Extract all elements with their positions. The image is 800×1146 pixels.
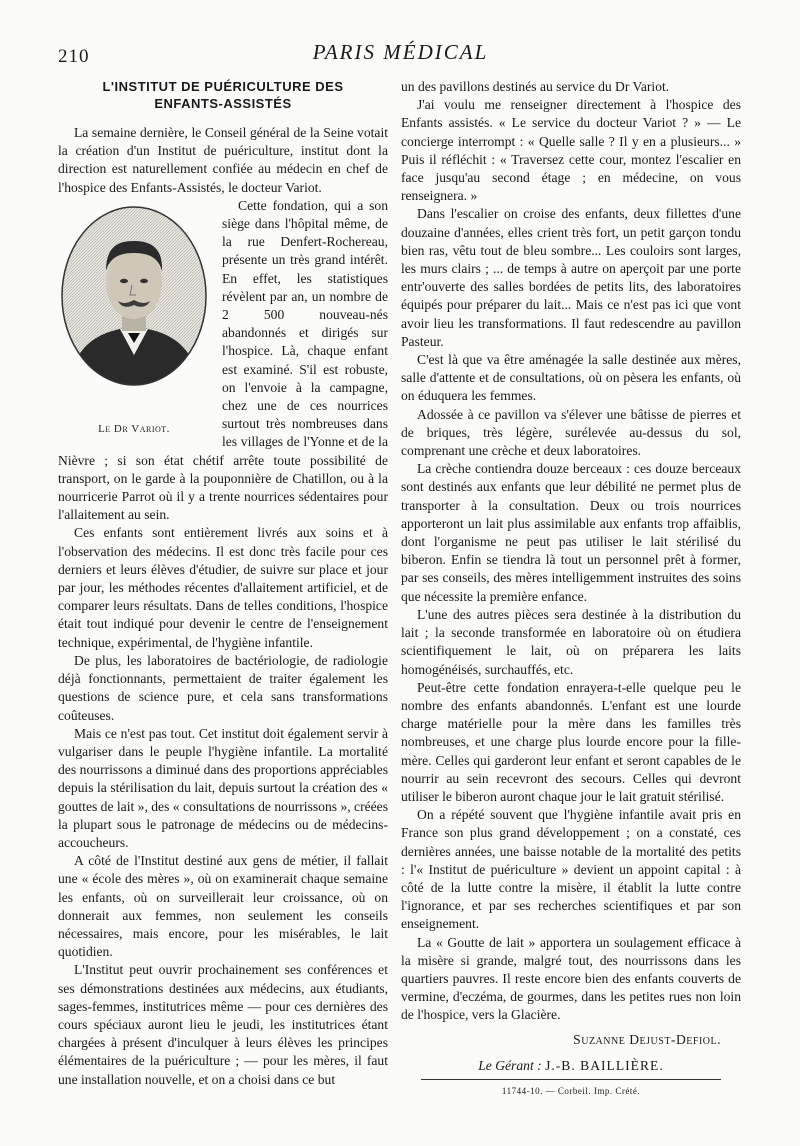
paragraph: La crèche contiendra douze berceaux : ces douze berceaux sont destinés aux enfants que leur débilité ne permet plus de transporter à la consultation. Deux ou trois nourrices apporteront un lait plus assimilable aux enfants trop affaiblis, dont l'organisme ne peut pas utiliser le lait stérilisé du biberon. Enfin se tiendra là tout un personnel prêt à former, par ses conseils, des mères intelligemment instruites des soins que nécessite la première enfance.	[401, 461, 741, 604]
paragraph: L'une des autres pièces sera destinée à la distribution du lait ; la seconde transformée en laboratoire où on étudiera scientifiquement le lait, où on préparera les laits homogénéisés, surchauffés, etc.	[401, 606, 741, 677]
article-title	[58, 78, 388, 112]
paragraph: Dans l'escalier on croise des enfants, deux fillettes d'une douzaine d'années, elles crient très fort, un petit garçon tondu bien ras, vêtu tout de bleu sombre... Les couloirs sont larges, les murs clairs ; ... de temps à autre on aperçoit par une porte entr'ouverte des salles bordées de petits lits, des laboratoires équipés pour préparer du lait... Mais ce n'est pas ici que vont avoir lieu les transformations. Il faut redescendre au pavillon Pasteur.	[401, 206, 741, 349]
paragraph: Cette fondation, qui a son siège dans l'hôpital même, de la rue Denfert-Rochereau, présente un très grand intérêt. En effet, les statistiques révèlent par an, un nombre de 2 500 nouveau-nés abandonnés et dirigés sur l'hospice. Là, chaque enfant est examiné. S'il est robuste, on l'envoie à la campagne, chez une de ces nourrices surtout très nombreuses dans les villages de l'Yonne et de la Nièvre ; si son état chétif arrête toute possibilité de transport, on le garde à la pouponnière de Chatillon, ou à la nourricerie Parrot où il y a trente nourrices sédentaires pour l'allaitement au sein.	[58, 197, 388, 523]
article-columns	[58, 78, 743, 1128]
paragraph: un des pavillons destinés au service du Dr Variot.	[401, 79, 670, 94]
printer-imprint: 11744-10. — Corbeil. Imp. Crété.	[501, 1085, 641, 1096]
page-number: 210	[58, 46, 90, 67]
paragraph: J'ai voulu me renseigner directement à l'hospice des Enfants assistés. « Le service du docteur Variot ? » — Le concierge interrompt : « Quelle salle ? Il y en a plusieurs... » Puis il réfléchit : « Traversez cette cour, montez l'escalier en face jusqu'au second étage ; en médecine, on vous renseignera. »	[401, 97, 741, 204]
article-title-line1: L'INSTITUT DE PUÉRICULTURE DES	[102, 79, 344, 94]
left-column	[58, 78, 388, 1089]
paragraph: De plus, les laboratoires de bactériologie, de radiologie déjà fonctionnants, permettaient de traiter également les questions de science pure, et cela sans transformations coûteuses.	[58, 652, 388, 723]
paragraph: Peut-être cette fondation enrayera-t-elle quelque peu le nombre des enfants abandonnés. L'enfant est une lourde charge matérielle pour la mère dans les familles très nombreuses, et une charge plus lourde encore pour la fille-mère. Celles qui garderont leur enfant et seront capables de le nourrir au sein recevront des secours. Celles qui devront utiliser le biberon auront chaque jour le lait gratuit stérilisé.	[401, 679, 741, 804]
paragraph: A côté de l'Institut destiné aux gens de métier, il fallait une « école des mères », où on examinerait chaque semaine les enfants, où on surveillerait leur croissance, où on donnerait aux femmes, non seulement les conseils nécessaires, mais encore, pour les misérables, le lait quotidien.	[58, 853, 388, 960]
paragraph: La « Goutte de lait » apportera un soulagement efficace à la misère si grande, malgré tout, des nourrissons dans les quartiers pauvres. Il reste encore bien des enfants couverts de vermine, d'eczéma, de gourmes, dans les petites rues non loin de l'hospice, vers la Glacière.	[401, 934, 741, 1023]
portrait-engraving-image	[60, 205, 208, 387]
paragraph: Ces enfants sont entièrement livrés aux soins et à l'observation des médecins. Il est donc très facile pour ces derniers et leurs élèves d'étudier, de suivre sur place et jour par jour, les méthodes récentes d'allaitement artificiel, et de comparer leurs résultats. Dans de telles conditions, l'hospice était tout indiqué pour devenir le centre de l'enseignement technique, expérimental, de l'hygiène infantile.	[58, 525, 388, 650]
page-header	[58, 38, 743, 72]
journal-page	[58, 38, 743, 1138]
paragraph: On a répété souvent que l'hygiène infantile avait pris en France son plus grand développement ; on a constaté, ces dernières années, une baisse notable de la mortalité des petits : l'« Institut de puériculture » devient un appoint capital : à côté de la lutte contre la misère, il établit la lutte contre l'ignorance, et par ses recherches scientifiques et par son enseignement.	[401, 807, 741, 932]
paragraph: Mais ce n'est pas tout. Cet institut doit également servir à vulgariser dans le peuple l'hygiène infantile. La mortalité des nourrissons a diminué dans des proportions appréciables depuis la stérilisation du lait, depuis surtout la création des « gouttes de lait », des « consultations de nourrissons », créées la plupart sous le patronage de médecins ou de médecins-accoucheurs.	[58, 725, 388, 850]
right-column	[401, 78, 741, 1100]
journal-title: PARIS MÉDICAL	[312, 40, 489, 64]
paragraph: C'est là que va être aménagée la salle destinée aux mères, salle d'attente et de consultations, où on pèsera les enfants, où on éduquera les femmes.	[401, 352, 741, 404]
gerant-name: J.-B. BAILLIÈRE.	[545, 1057, 664, 1073]
article-title-line2: ENFANTS-ASSISTÉS	[154, 96, 292, 111]
gerant-label: Le Gérant :	[478, 1057, 542, 1073]
author-signature: Suzanne Dejust-Defiol.	[573, 1031, 721, 1047]
paragraph: Adossée à ce pavillon va s'élever une bâtisse de pierres et de briques, très légère, surélevée au-dessus du sol, comprenant une crèche et deux laboratoires.	[401, 406, 741, 459]
portrait-figure	[54, 199, 214, 447]
portrait-caption: Le Dr Variot.	[98, 422, 170, 435]
paragraph: La semaine dernière, le Conseil général de la Seine votait la création d'un Institut de puériculture, institut dont la direction est naturellement confiée au médecin en chef de l'hospice des Enfants-Assistés, le docteur Variot.	[58, 125, 388, 195]
paragraph: L'Institut peut ouvrir prochainement ses conférences et ses démonstrations destinées aux médecins, aux étudiants, sages-femmes, institutrices même — pour ces dernières des cours spéciaux auront lieu le jeudi, les institutrices étant chargées à présent d'inculquer à leurs élèves les principes élémentaires de la puériculture ; — pour les mères, il faut une installation nouvelle, et on a choisi dans ce but	[58, 962, 388, 1087]
gerant-line	[401, 1057, 741, 1075]
footer-rule	[421, 1079, 721, 1080]
